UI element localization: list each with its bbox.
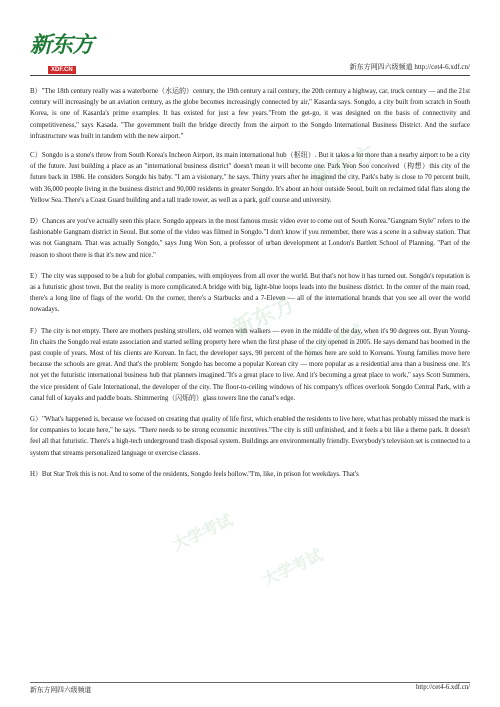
paragraph-b: B）"The 18th century really was a waterborne（水运的）century, the 19th century a rail century, the 20th century a highway, car, truck century — and the 21st century will increasingly be an aviation century, as the globe becomes increasingly connected by air," Kasarda says. Songdo, a city built from scratch in South Korea, is one of Kasarda's prime examples. It has existed for just a few years."From the get-go, it was designed on the basis of connectivity and competitiveness," says Kasada. "The government built the bridge directly from the airport to the Songdo International Business District. And the surface infrastructure was built in tandem with the new airport." xyxy=(30,88,470,140)
logo-text: 新东方 xyxy=(30,33,94,58)
header-site-text: 新东方网四六级频道 http://cet4-6.xdf.cn/ xyxy=(349,63,470,71)
watermark-text: 大学考试 xyxy=(259,545,326,590)
watermark-text: 大学考试 xyxy=(169,510,236,555)
footer-left-text: 新东方网四六级频道 xyxy=(30,687,92,694)
watermark-logo: 新东方 xyxy=(228,292,300,343)
paragraph-c: C）Songdo is a stone's throw from South Korea's Incheon Airport, its main international hub（枢纽）. But it takes a lot more than a nearby airport to be a city of the future. Just building a place as an "international business district" doesn't mean it will become one. Park Yeon Soo conceived（构想）this city of the future back in 1986. He considers Songdo his baby. "I am a visionary," he says. Thirty years after he imagined the city, Park's baby is close to 70 percent built, with 36,000 people living in the business district and 90,000 residents in greater Songdo. It's about an hour outside Seoul, built on reclaimed tidal flats along the Yellow Sea. There's a Coast Guard building and a tall trade tower, as well as a park, golf course and university. xyxy=(30,152,470,204)
xdf-logo xyxy=(30,34,93,76)
footer-divider xyxy=(30,682,470,683)
paragraph-h: H）But Star Trek this is not. And to some of the residents, Songdo feels hollow."I'm, like, in prison for weekdays. That's xyxy=(30,470,359,478)
article-body xyxy=(30,86,470,490)
paragraph-d: D）Chances are you've actually seen this place. Songdo appears in the most famous music video ever to come out of South Korea."Gangnam Style" refers to the fashionable Gangnam district in Seoul. But some of the video was filmed in Songdo."I don't know if you remember, there was a scene in a subway station. That was not Gangnam. That was actually Songdo," says Jung Won Son, a professor of urban development at London's Bartlett School of Planning. "Part of the reason to shoot there is that it's new and nice." xyxy=(30,218,470,259)
watermark-text: 大学考试 xyxy=(299,320,366,365)
footer-url-link[interactable]: http://cet4-6.xdf.cn/ xyxy=(416,684,470,691)
paragraph-f: F）The city is not empty. There are mothers pushing strollers, old women with walkers — even in the middle of the day, when it's 90 degrees out. Byun Young-Jin chairs the Songdo real estate association and started selling property here when the first phase of the city opened in 2005. He says demand has boomed in the past couple of years. Most of his clients are Korean. In fact, the developer says, 90 percent of the homes here are sold to Koreans. Young families move here because the schools are great. And that's the problem: Songdo has become a popular Korean city — more popular as a residential area than a business one. It's not yet the futuristic international business hub that planners imagined."It's a great place to live. And it's becoming a great place to work," says Scott Summers, the vice president of Gale International, the developer of the city. The floor-to-ceiling windows of his company's offices overlook Songdo Central Park, with a canal full of kayaks and paddle boats. Shimmering（闪烁的）glass towers line the canal’s edge. xyxy=(30,327,470,402)
logo-subtext: XDF.CN xyxy=(48,66,76,74)
paragraph-g: G）"What's happened is, because we focused on creating that quality of life first, which enabled the residents to live here, what has probably missed the mark is for companies to locate here," he says. "There needs to be strong economic incentives."The city is still unfinished, and it feels a bit like a theme park. It doesn't feel all that futuristic. There's a high-tech underground trash disposal system. Buildings are environmentally friendly. Everybody's television set is connected to a system that streams personalized language or exercise classes. xyxy=(30,416,471,457)
watermark-logo: 新东方 xyxy=(308,142,380,193)
header-divider xyxy=(30,75,470,76)
page-header xyxy=(30,34,470,74)
paragraph-e: E）The city was supposed to be a hub for global companies, with employees from all over the world. But that's not how it has turned out. Songdo's reputation is as a futuristic ghost town. But the reality is more complicated.A bridge with big, light-blue loops leads into the business district. In the center of the main road, there's a long line of flags of the world. On the corner, there's a Starbucks and a 7-Eleven — all of the international brands that you see all over the world nowadays. xyxy=(30,272,470,314)
